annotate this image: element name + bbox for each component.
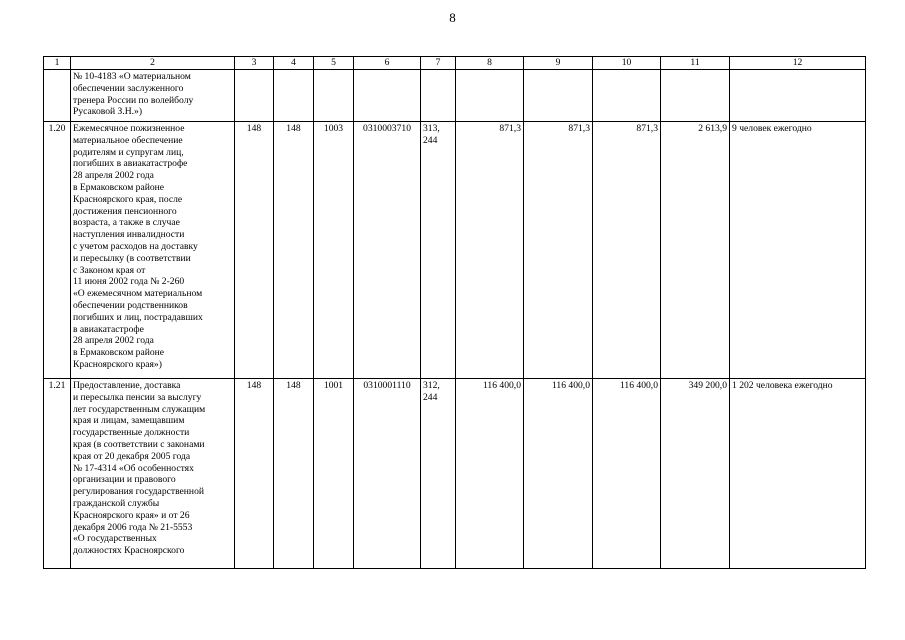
- cell-col8: [456, 70, 524, 122]
- cell-col3: [235, 70, 274, 122]
- cell-col6: [354, 70, 421, 122]
- cell-col12: 9 человек ежегодно: [730, 122, 866, 379]
- cell-col11: [661, 70, 730, 122]
- cell-col6: 0310001110: [354, 379, 421, 569]
- cell-col3: 148: [235, 122, 274, 379]
- cell-col8: 871,3: [456, 122, 524, 379]
- cell-col10: 871,3: [593, 122, 661, 379]
- row-number-cell: [44, 70, 71, 122]
- cell-col11: 349 200,0: [661, 379, 730, 569]
- column-header: 2: [71, 57, 235, 70]
- cell-col7: 312, 244: [421, 379, 456, 569]
- column-header: 10: [593, 57, 661, 70]
- cell-col6: 0310003710: [354, 122, 421, 379]
- column-header: 6: [354, 57, 421, 70]
- column-header: 3: [235, 57, 274, 70]
- column-header: 12: [730, 57, 866, 70]
- cell-col10: 116 400,0: [593, 379, 661, 569]
- row-number-cell: 1.20: [44, 122, 71, 379]
- column-header: 1: [44, 57, 71, 70]
- column-header: 8: [456, 57, 524, 70]
- table-row: [44, 379, 866, 569]
- description-cell: Предоставление, доставка и пересылка пенсии за выслугу лет государственным служащим края и лицам, замещавшим государственные должности края (в соответствии с законами края от 20 декабря 2005 года № 17-4314 «Об особенностях организации и правового регулирования государственной гражданской службы Красноярского края» и от 26 декабря 2006 года № 21-5553 «О государственных должностях Красноярского: [71, 379, 235, 569]
- cell-col10: [593, 70, 661, 122]
- cell-col4: 148: [274, 122, 314, 379]
- cell-col5: 1003: [314, 122, 354, 379]
- cell-col9: [524, 70, 593, 122]
- cell-col3: 148: [235, 379, 274, 569]
- column-header: 4: [274, 57, 314, 70]
- description-cell: № 10-4183 «О материальном обеспечении заслуженного тренера России по волейболу Русаковой З.Н.»): [71, 70, 235, 122]
- cell-col7: [421, 70, 456, 122]
- column-header: 11: [661, 57, 730, 70]
- cell-col12: 1 202 человека ежегодно: [730, 379, 866, 569]
- cell-col5: 1001: [314, 379, 354, 569]
- column-header: 5: [314, 57, 354, 70]
- column-number-header: [44, 57, 866, 70]
- cell-col4: [274, 70, 314, 122]
- cell-col9: 116 400,0: [524, 379, 593, 569]
- cell-col7: 313, 244: [421, 122, 456, 379]
- description-cell: Ежемесячное пожизненное материальное обеспечение родителям и супругам лиц, погибших в авиакатастрофе 28 апреля 2002 года в Ермаковском районе Красноярского края, после достижения пенсионного возраста, а также в случае наступления инвалидности с учетом расходов на доставку и пересылку (в соответствии с Законом края от 11 июня 2002 года № 2-260 «О ежемесячном материальном обеспечении родственников погибших и лиц, пострадавших в авиакатастрофе 28 апреля 2002 года в Ермаковском районе Красноярского края»): [71, 122, 235, 379]
- cell-col12: [730, 70, 866, 122]
- page-number: 8: [449, 10, 456, 25]
- column-header: 7: [421, 57, 456, 70]
- cell-col9: 871,3: [524, 122, 593, 379]
- column-header: 9: [524, 57, 593, 70]
- row-number-cell: 1.21: [44, 379, 71, 569]
- cell-col11: 2 613,9: [661, 122, 730, 379]
- cell-col5: [314, 70, 354, 122]
- budget-table: [43, 56, 866, 569]
- table-row: [44, 122, 866, 379]
- cell-col8: 116 400,0: [456, 379, 524, 569]
- table-row: [44, 70, 866, 122]
- cell-col4: 148: [274, 379, 314, 569]
